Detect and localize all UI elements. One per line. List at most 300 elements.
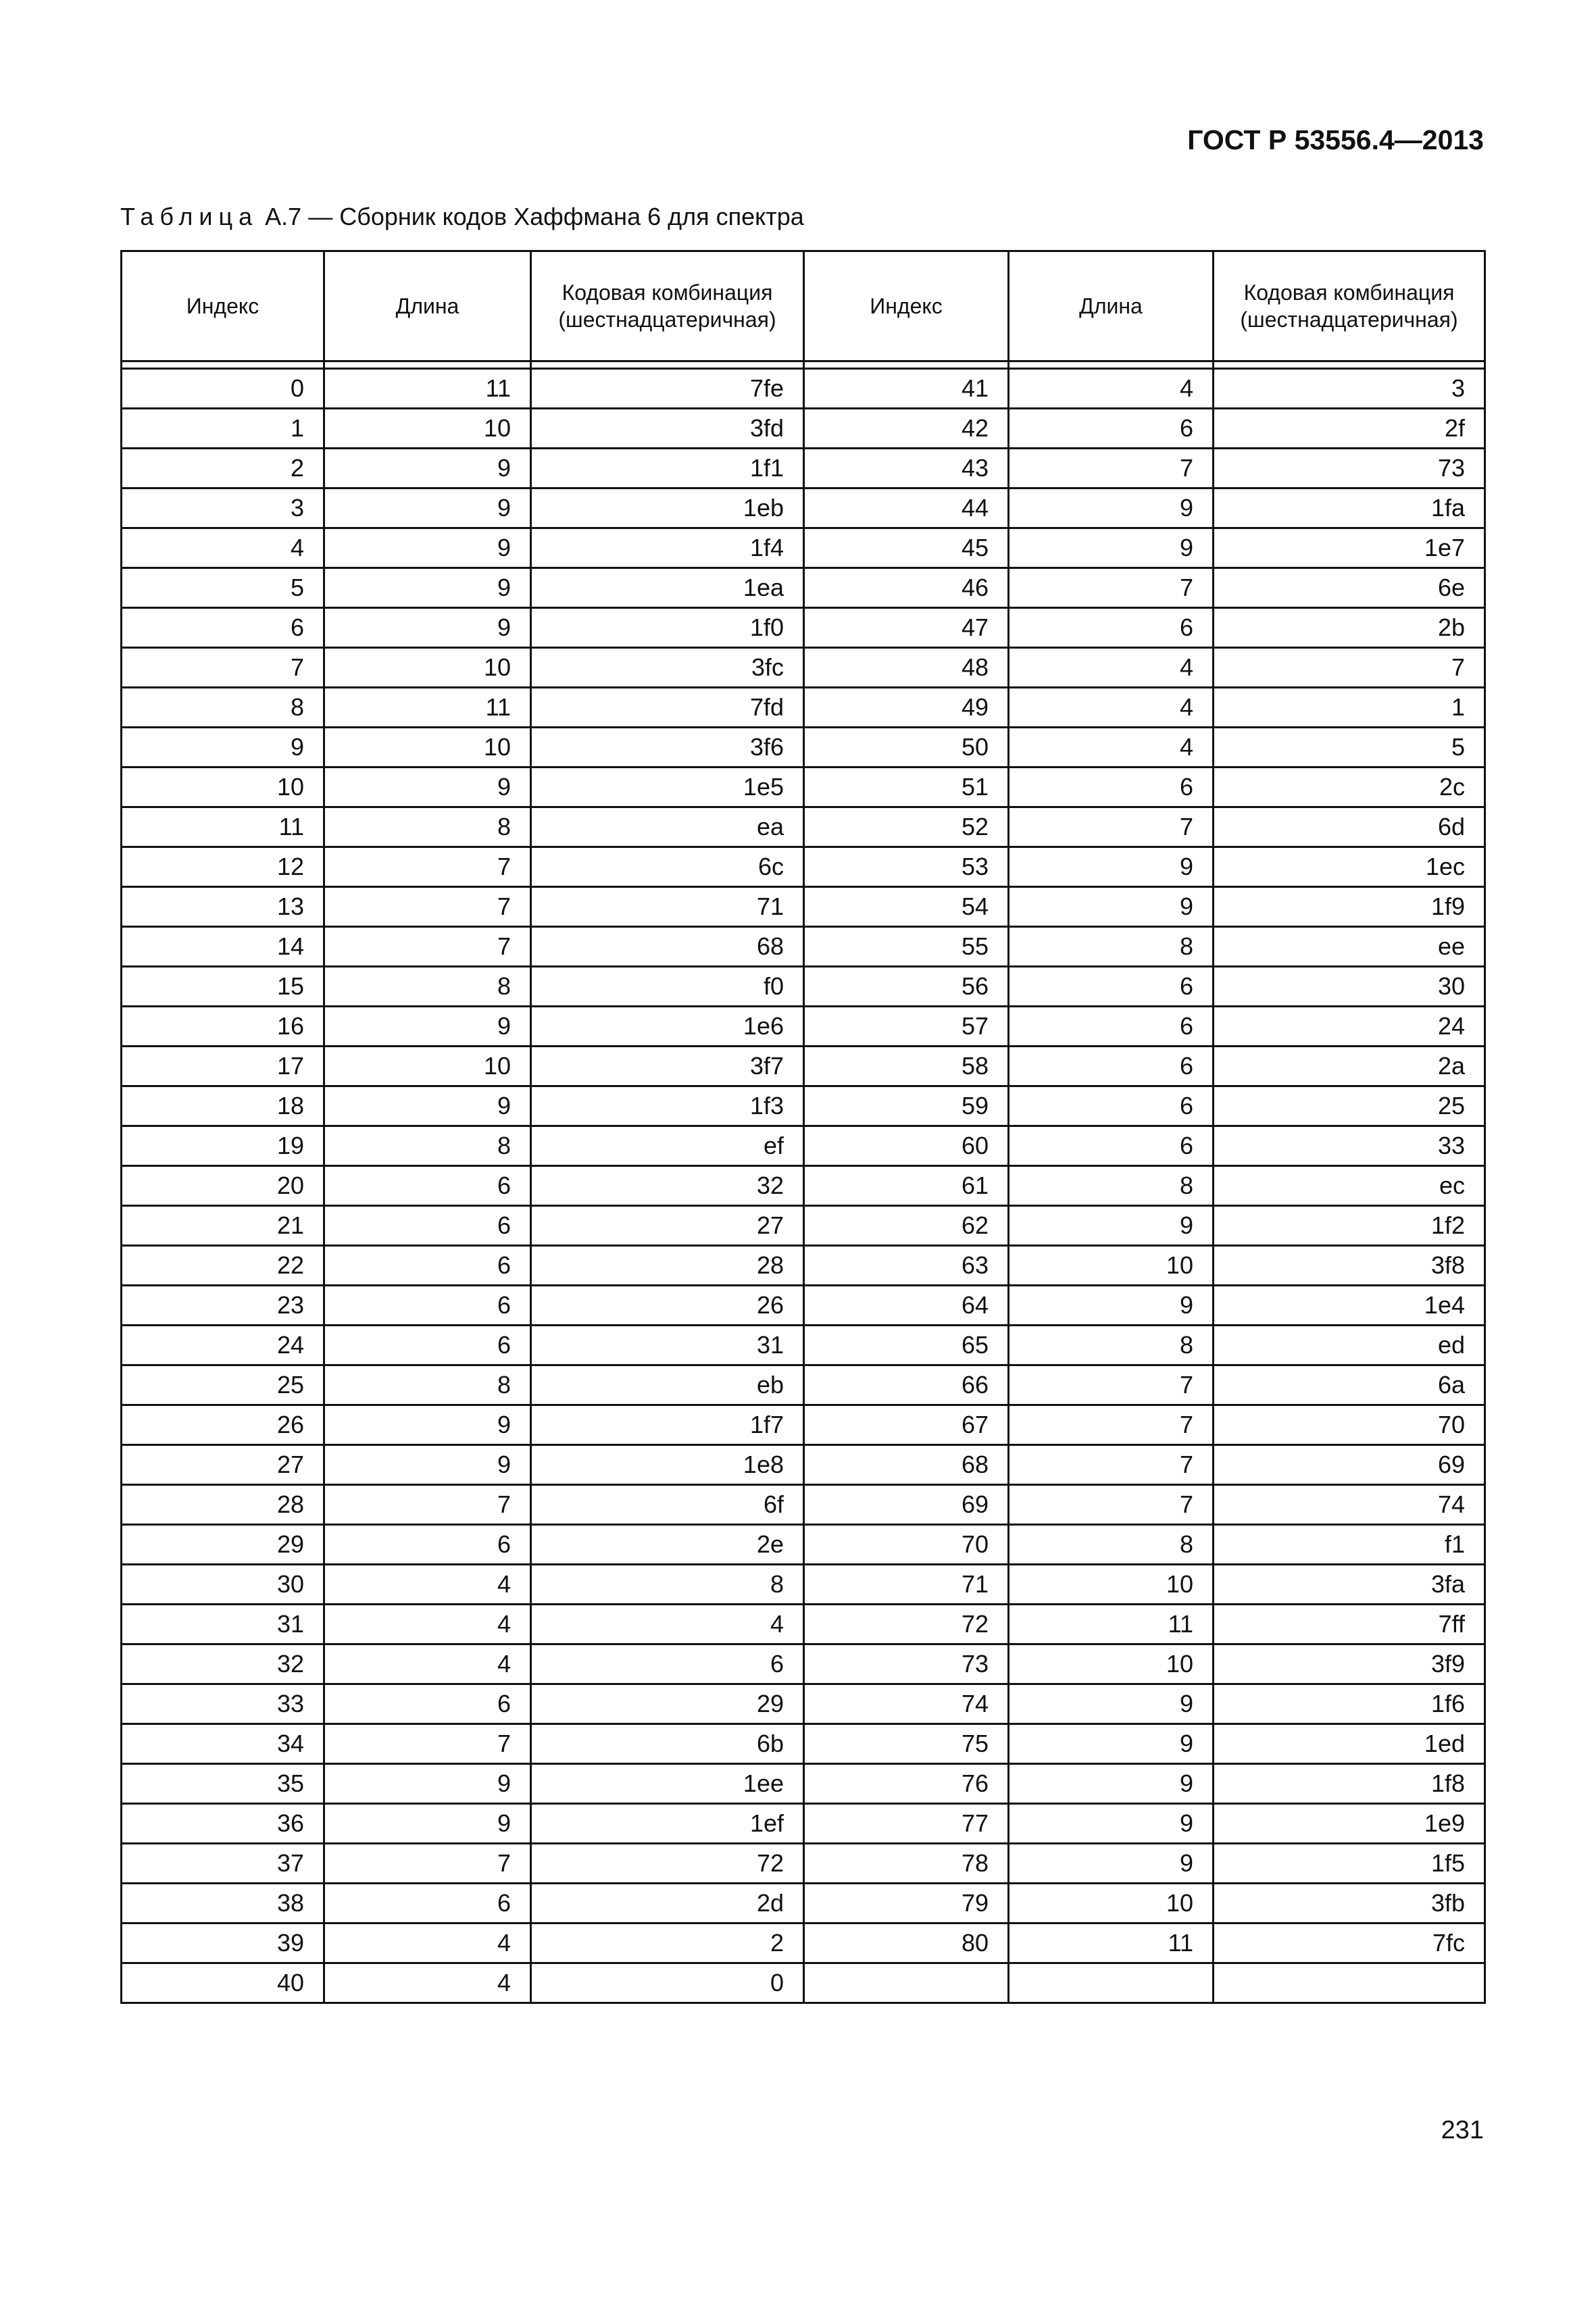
table-row: [122, 528, 1485, 568]
cell-length: 6: [1009, 768, 1214, 807]
cell-index: 67: [804, 1405, 1009, 1445]
cell-length: 11: [1009, 1923, 1214, 1963]
table-row: [122, 449, 1485, 488]
cell-codeword: 8: [531, 1565, 804, 1605]
cell-codeword: 1ed: [1214, 1724, 1485, 1764]
cell-index: 37: [122, 1844, 324, 1884]
cell-length: 7: [324, 927, 531, 967]
table-caption-word: Таблица: [120, 203, 259, 230]
cell-length: 9: [1009, 887, 1214, 927]
table-row: [122, 1804, 1485, 1844]
cell-length: 4: [324, 1923, 531, 1963]
table-row: [122, 768, 1485, 807]
cell-length: 6: [1009, 608, 1214, 648]
cell-codeword: ee: [1214, 927, 1485, 967]
cell-codeword: [1214, 1963, 1485, 2003]
cell-length: 4: [1009, 648, 1214, 688]
table-row: [122, 1565, 1485, 1605]
cell-index: 78: [804, 1844, 1009, 1884]
cell-codeword: 71: [531, 887, 804, 927]
cell-codeword: ea: [531, 807, 804, 847]
table-row: [122, 1844, 1485, 1884]
column-header-index: Индекс: [804, 251, 1009, 361]
cell-length: 9: [1009, 1684, 1214, 1724]
cell-index: 69: [804, 1485, 1009, 1525]
cell-index: 32: [122, 1644, 324, 1684]
cell-index: 6: [122, 608, 324, 648]
table-row: [122, 1405, 1485, 1445]
cell-codeword: 7fc: [1214, 1923, 1485, 1963]
cell-index: 16: [122, 1007, 324, 1047]
cell-index: 29: [122, 1525, 324, 1565]
cell-index: 44: [804, 488, 1009, 528]
cell-length: 4: [324, 1605, 531, 1644]
cell-codeword: 6d: [1214, 807, 1485, 847]
cell-length: 7: [324, 1485, 531, 1525]
cell-length: 6: [1009, 1007, 1214, 1047]
table-row: [122, 1884, 1485, 1923]
cell-index: 46: [804, 568, 1009, 608]
cell-length: 7: [324, 1724, 531, 1764]
table-row: [122, 1963, 1485, 2003]
cell-codeword: 3f7: [531, 1047, 804, 1086]
cell-index: 2: [122, 449, 324, 488]
column-header-codeword: Кодовая комбинация (шестнадцатеричная): [1214, 251, 1485, 361]
table-row: [122, 1086, 1485, 1126]
cell-length: 9: [1009, 488, 1214, 528]
cell-index: 27: [122, 1445, 324, 1485]
cell-length: 7: [1009, 807, 1214, 847]
table-row: [122, 1764, 1485, 1804]
cell-index: 56: [804, 967, 1009, 1007]
cell-index: 13: [122, 887, 324, 927]
cell-index: 17: [122, 1047, 324, 1086]
cell-index: 47: [804, 608, 1009, 648]
cell-codeword: 1e5: [531, 768, 804, 807]
cell-length: 9: [324, 1086, 531, 1126]
cell-codeword: 1f0: [531, 608, 804, 648]
cell-codeword: 1eb: [531, 488, 804, 528]
table-row: [122, 1286, 1485, 1326]
table-caption: [120, 203, 804, 231]
cell-codeword: 3f9: [1214, 1644, 1485, 1684]
cell-index: 45: [804, 528, 1009, 568]
cell-codeword: 1f4: [531, 528, 804, 568]
table-row: [122, 1525, 1485, 1565]
cell-index: 0: [122, 369, 324, 409]
cell-codeword: 0: [531, 1963, 804, 2003]
cell-codeword: f1: [1214, 1525, 1485, 1565]
cell-length: 9: [324, 1445, 531, 1485]
cell-length: 9: [1009, 1286, 1214, 1326]
cell-index: 39: [122, 1923, 324, 1963]
cell-codeword: 7fe: [531, 369, 804, 409]
cell-index: 59: [804, 1086, 1009, 1126]
cell-length: 6: [324, 1206, 531, 1246]
cell-length: 7: [1009, 1365, 1214, 1405]
table-row: [122, 608, 1485, 648]
cell-length: 9: [324, 568, 531, 608]
table-row: [122, 847, 1485, 887]
cell-length: 9: [324, 449, 531, 488]
cell-length: 8: [324, 807, 531, 847]
cell-codeword: 1f8: [1214, 1764, 1485, 1804]
cell-index: 57: [804, 1007, 1009, 1047]
cell-length: 9: [1009, 1206, 1214, 1246]
cell-length: 9: [324, 488, 531, 528]
cell-codeword: 3f8: [1214, 1246, 1485, 1286]
cell-length: 7: [1009, 1485, 1214, 1525]
cell-length: 9: [324, 1405, 531, 1445]
cell-codeword: 33: [1214, 1126, 1485, 1166]
cell-index: 42: [804, 409, 1009, 449]
cell-codeword: 2b: [1214, 608, 1485, 648]
table-row: [122, 1007, 1485, 1047]
cell-codeword: 6f: [531, 1485, 804, 1525]
cell-codeword: 1e7: [1214, 528, 1485, 568]
cell-length: 10: [324, 409, 531, 449]
cell-codeword: 1ee: [531, 1764, 804, 1804]
cell-codeword: ed: [1214, 1326, 1485, 1365]
cell-index: 4: [122, 528, 324, 568]
cell-codeword: 5: [1214, 728, 1485, 768]
cell-length: 8: [1009, 1326, 1214, 1365]
cell-index: 65: [804, 1326, 1009, 1365]
cell-codeword: 68: [531, 927, 804, 967]
cell-index: 70: [804, 1525, 1009, 1565]
cell-index: 8: [122, 688, 324, 728]
cell-length: 8: [324, 967, 531, 1007]
cell-length: 6: [324, 1286, 531, 1326]
cell-index: 30: [122, 1565, 324, 1605]
cell-codeword: 1e9: [1214, 1804, 1485, 1844]
table-row: [122, 1923, 1485, 1963]
cell-length: 9: [1009, 1764, 1214, 1804]
cell-index: 49: [804, 688, 1009, 728]
cell-length: 6: [1009, 967, 1214, 1007]
cell-index: 5: [122, 568, 324, 608]
cell-index: 55: [804, 927, 1009, 967]
cell-index: 60: [804, 1126, 1009, 1166]
table-row: [122, 1166, 1485, 1206]
table-row: [122, 1126, 1485, 1166]
cell-length: 9: [324, 528, 531, 568]
cell-index: 26: [122, 1405, 324, 1445]
cell-index: 52: [804, 807, 1009, 847]
column-header-length: Длина: [1009, 251, 1214, 361]
cell-length: 11: [1009, 1605, 1214, 1644]
cell-index: 62: [804, 1206, 1009, 1246]
cell-codeword: 6a: [1214, 1365, 1485, 1405]
cell-index: 68: [804, 1445, 1009, 1485]
cell-length: 9: [1009, 1724, 1214, 1764]
cell-codeword: 69: [1214, 1445, 1485, 1485]
column-header-length: Длина: [324, 251, 531, 361]
cell-length: 9: [324, 1764, 531, 1804]
cell-codeword: 6e: [1214, 568, 1485, 608]
cell-length: 7: [1009, 449, 1214, 488]
table-header: [122, 251, 1485, 369]
cell-index: 54: [804, 887, 1009, 927]
cell-codeword: 2c: [1214, 768, 1485, 807]
cell-codeword: 2a: [1214, 1047, 1485, 1086]
cell-index: 1: [122, 409, 324, 449]
table-caption-text: А.7 — Сборник кодов Хаффмана 6 для спектра: [258, 203, 804, 230]
cell-length: 7: [1009, 1445, 1214, 1485]
cell-codeword: 1f3: [531, 1086, 804, 1126]
cell-index: 11: [122, 807, 324, 847]
table-row: [122, 369, 1485, 409]
cell-index: 10: [122, 768, 324, 807]
cell-index: 53: [804, 847, 1009, 887]
cell-codeword: 31: [531, 1326, 804, 1365]
cell-length: 4: [324, 1565, 531, 1605]
cell-index: 72: [804, 1605, 1009, 1644]
cell-codeword: 6c: [531, 847, 804, 887]
cell-length: [1009, 1963, 1214, 2003]
cell-index: 66: [804, 1365, 1009, 1405]
table-row: [122, 1246, 1485, 1286]
cell-codeword: 1f1: [531, 449, 804, 488]
cell-index: 19: [122, 1126, 324, 1166]
cell-index: 21: [122, 1206, 324, 1246]
cell-length: 7: [324, 1844, 531, 1884]
cell-codeword: 7fd: [531, 688, 804, 728]
cell-codeword: 1e8: [531, 1445, 804, 1485]
cell-codeword: 1ef: [531, 1804, 804, 1844]
cell-codeword: 3fb: [1214, 1884, 1485, 1923]
table-row: [122, 807, 1485, 847]
huffman-code-table: [120, 250, 1486, 2004]
cell-codeword: 70: [1214, 1405, 1485, 1445]
cell-length: 4: [324, 1963, 531, 2003]
table-row: [122, 967, 1485, 1007]
column-header-index: Индекс: [122, 251, 324, 361]
cell-codeword: 7ff: [1214, 1605, 1485, 1644]
table-body: [122, 369, 1485, 2003]
cell-codeword: 1f6: [1214, 1684, 1485, 1724]
cell-index: 28: [122, 1485, 324, 1525]
cell-length: 9: [324, 608, 531, 648]
cell-index: 76: [804, 1764, 1009, 1804]
cell-length: 10: [324, 1047, 531, 1086]
cell-codeword: 1e6: [531, 1007, 804, 1047]
cell-length: 9: [1009, 1804, 1214, 1844]
cell-index: 40: [122, 1963, 324, 2003]
table-row: [122, 1445, 1485, 1485]
cell-codeword: 3fc: [531, 648, 804, 688]
cell-index: 41: [804, 369, 1009, 409]
cell-codeword: 1fa: [1214, 488, 1485, 528]
cell-length: 11: [324, 369, 531, 409]
cell-index: 33: [122, 1684, 324, 1724]
cell-length: 9: [324, 768, 531, 807]
cell-index: 43: [804, 449, 1009, 488]
cell-codeword: 3f6: [531, 728, 804, 768]
cell-index: 58: [804, 1047, 1009, 1086]
cell-length: 4: [1009, 688, 1214, 728]
table-row: [122, 728, 1485, 768]
table-row: [122, 1365, 1485, 1405]
cell-length: 8: [324, 1126, 531, 1166]
cell-length: 10: [324, 648, 531, 688]
cell-length: 8: [324, 1365, 531, 1405]
cell-codeword: 1ec: [1214, 847, 1485, 887]
cell-index: 74: [804, 1684, 1009, 1724]
cell-length: 9: [324, 1007, 531, 1047]
cell-length: 10: [324, 728, 531, 768]
cell-codeword: 7: [1214, 648, 1485, 688]
cell-length: 8: [1009, 927, 1214, 967]
table-row: [122, 1047, 1485, 1086]
cell-length: 6: [324, 1884, 531, 1923]
cell-length: 6: [324, 1326, 531, 1365]
cell-index: 63: [804, 1246, 1009, 1286]
cell-codeword: ec: [1214, 1166, 1485, 1206]
cell-length: 6: [1009, 1086, 1214, 1126]
cell-codeword: 2e: [531, 1525, 804, 1565]
cell-index: 77: [804, 1804, 1009, 1844]
cell-codeword: 74: [1214, 1485, 1485, 1525]
cell-codeword: 1: [1214, 688, 1485, 728]
cell-length: 8: [1009, 1166, 1214, 1206]
cell-index: 18: [122, 1086, 324, 1126]
table-row: [122, 1206, 1485, 1246]
cell-length: 9: [324, 1804, 531, 1844]
cell-length: 7: [324, 887, 531, 927]
cell-index: 22: [122, 1246, 324, 1286]
table-row: [122, 1644, 1485, 1684]
table-row: [122, 488, 1485, 528]
cell-length: 7: [1009, 568, 1214, 608]
cell-index: 35: [122, 1764, 324, 1804]
cell-index: 71: [804, 1565, 1009, 1605]
cell-codeword: 2: [531, 1923, 804, 1963]
table-row: [122, 409, 1485, 449]
cell-codeword: 24: [1214, 1007, 1485, 1047]
cell-index: 75: [804, 1724, 1009, 1764]
cell-index: 64: [804, 1286, 1009, 1326]
cell-index: 48: [804, 648, 1009, 688]
cell-index: 34: [122, 1724, 324, 1764]
cell-length: 10: [1009, 1246, 1214, 1286]
cell-length: 10: [1009, 1884, 1214, 1923]
cell-codeword: 30: [1214, 967, 1485, 1007]
cell-codeword: 6b: [531, 1724, 804, 1764]
cell-codeword: f0: [531, 967, 804, 1007]
cell-index: 36: [122, 1804, 324, 1844]
cell-index: 7: [122, 648, 324, 688]
cell-codeword: 72: [531, 1844, 804, 1884]
cell-codeword: 1f7: [531, 1405, 804, 1445]
cell-codeword: 1f2: [1214, 1206, 1485, 1246]
table-row: [122, 1724, 1485, 1764]
table-row: [122, 1684, 1485, 1724]
cell-length: 6: [324, 1166, 531, 1206]
cell-length: 9: [1009, 1844, 1214, 1884]
cell-length: 9: [1009, 528, 1214, 568]
cell-length: 9: [1009, 847, 1214, 887]
cell-index: 51: [804, 768, 1009, 807]
table-row: [122, 927, 1485, 967]
table-row: [122, 1605, 1485, 1644]
cell-codeword: 1ea: [531, 568, 804, 608]
cell-codeword: 3fa: [1214, 1565, 1485, 1605]
cell-index: 24: [122, 1326, 324, 1365]
cell-length: 10: [1009, 1644, 1214, 1684]
cell-index: 61: [804, 1166, 1009, 1206]
cell-index: [804, 1963, 1009, 2003]
cell-index: 80: [804, 1923, 1009, 1963]
cell-codeword: 26: [531, 1286, 804, 1326]
table-row: [122, 1485, 1485, 1525]
page-number: 231: [1441, 2116, 1484, 2144]
table-row: [122, 568, 1485, 608]
cell-index: 73: [804, 1644, 1009, 1684]
cell-codeword: 29: [531, 1684, 804, 1724]
cell-index: 15: [122, 967, 324, 1007]
cell-codeword: 1f9: [1214, 887, 1485, 927]
cell-codeword: 2d: [531, 1884, 804, 1923]
cell-codeword: 32: [531, 1166, 804, 1206]
cell-length: 6: [324, 1684, 531, 1724]
cell-codeword: eb: [531, 1365, 804, 1405]
cell-codeword: ef: [531, 1126, 804, 1166]
cell-length: 6: [324, 1525, 531, 1565]
cell-index: 20: [122, 1166, 324, 1206]
cell-index: 12: [122, 847, 324, 887]
cell-codeword: 4: [531, 1605, 804, 1644]
cell-length: 6: [324, 1246, 531, 1286]
header-separator: [122, 361, 1485, 369]
cell-index: 9: [122, 728, 324, 768]
cell-codeword: 28: [531, 1246, 804, 1286]
cell-index: 31: [122, 1605, 324, 1644]
cell-length: 7: [1009, 1405, 1214, 1445]
cell-codeword: 3: [1214, 369, 1485, 409]
cell-index: 23: [122, 1286, 324, 1326]
cell-length: 4: [1009, 369, 1214, 409]
cell-length: 6: [1009, 1047, 1214, 1086]
cell-length: 4: [324, 1644, 531, 1684]
cell-length: 6: [1009, 409, 1214, 449]
cell-codeword: 3fd: [531, 409, 804, 449]
column-header-codeword: Кодовая комбинация (шестнадцатеричная): [531, 251, 804, 361]
cell-index: 3: [122, 488, 324, 528]
table-row: [122, 688, 1485, 728]
cell-index: 50: [804, 728, 1009, 768]
cell-codeword: 2f: [1214, 409, 1485, 449]
cell-codeword: 27: [531, 1206, 804, 1246]
standard-designation: ГОСТ Р 53556.4—2013: [1187, 124, 1484, 155]
cell-length: 4: [1009, 728, 1214, 768]
cell-index: 14: [122, 927, 324, 967]
cell-codeword: 1e4: [1214, 1286, 1485, 1326]
cell-codeword: 73: [1214, 449, 1485, 488]
cell-codeword: 25: [1214, 1086, 1485, 1126]
cell-length: 8: [1009, 1525, 1214, 1565]
cell-length: 11: [324, 688, 531, 728]
cell-codeword: 6: [531, 1644, 804, 1684]
cell-index: 38: [122, 1884, 324, 1923]
table-row: [122, 887, 1485, 927]
cell-length: 7: [324, 847, 531, 887]
cell-codeword: 1f5: [1214, 1844, 1485, 1884]
cell-length: 10: [1009, 1565, 1214, 1605]
table-row: [122, 1326, 1485, 1365]
cell-index: 79: [804, 1884, 1009, 1923]
cell-index: 25: [122, 1365, 324, 1405]
